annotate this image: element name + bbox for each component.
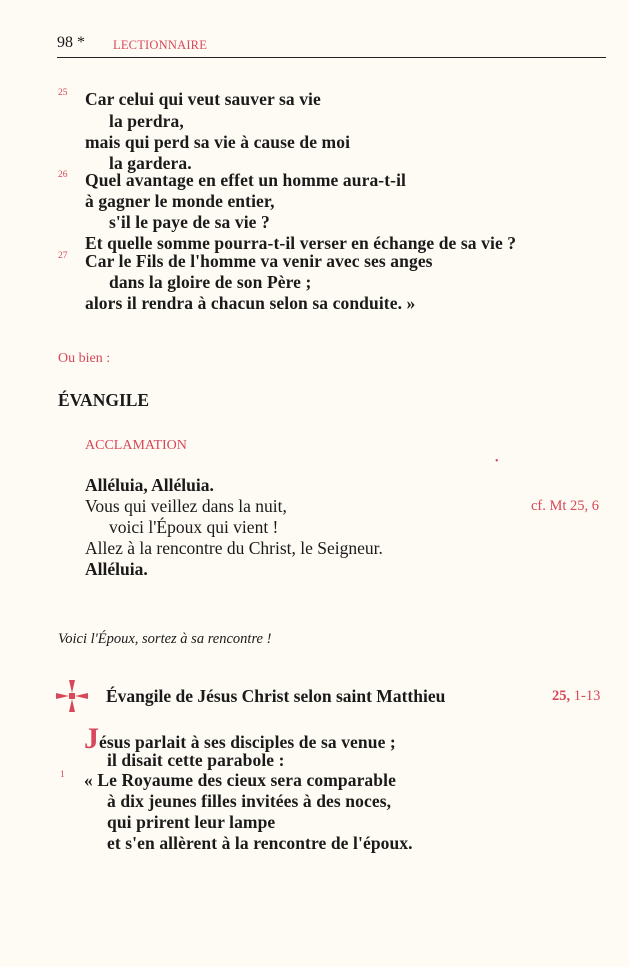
verse-line: « Le Royaume des cieux sera comparable — [84, 770, 396, 790]
verse-number: 25 — [58, 88, 68, 98]
verse-number: 26 — [58, 170, 68, 180]
page-number: 98 * — [57, 34, 85, 51]
gospel-reference-chapter: 25, — [552, 688, 571, 704]
verse-line: Car le Fils de l'homme va venir avec ses anges — [85, 251, 433, 271]
header-rule — [57, 57, 606, 58]
reading-subtitle: Voici l'Époux, sortez à sa rencontre ! — [58, 631, 272, 647]
verse-line: il disait cette parabole : — [107, 750, 285, 770]
verse-line: qui prirent leur lampe — [107, 812, 276, 832]
gospel-title: Évangile de Jésus Christ selon saint Matthieu — [106, 686, 446, 706]
verse-number: 1 — [60, 770, 65, 780]
drop-cap: J — [84, 722, 99, 755]
verse-line: s'il le paye de sa vie ? — [109, 212, 270, 232]
verse-line: à gagner le monde entier, — [85, 191, 275, 211]
acclamation-line: Allez à la rencontre du Christ, le Seigneur. — [85, 538, 383, 558]
acclamation-line: Alléluia, Alléluia. — [85, 475, 214, 495]
gospel-reference — [552, 688, 600, 705]
section-heading: ÉVANGILE — [58, 390, 150, 410]
acclamation-label: ACCLAMATION — [85, 438, 187, 453]
running-title: LECTIONNAIRE — [113, 38, 208, 52]
verse-line: la gardera. — [109, 153, 192, 173]
scripture-reference: cf. Mt 25, 6 — [531, 498, 600, 514]
verse-line: et s'en allèrent à la rencontre de l'époux. — [107, 833, 413, 853]
verse-line: Et quelle somme pourra-t-il verser en échange de sa vie ? — [85, 233, 517, 253]
acclamation-line: voici l'Époux qui vient ! — [109, 517, 279, 537]
verse-line: la perdra, — [109, 111, 184, 131]
verse-line: alors il rendra à chacun selon sa conduite. » — [85, 293, 416, 313]
gospel-reference-verses: 1-13 — [573, 688, 601, 704]
verse-line: ésus parlait à ses disciples de sa venue ; — [99, 732, 396, 752]
verse-line: Quel avantage en effet un homme aura-t-il — [85, 170, 406, 190]
verse-number: 27 — [58, 251, 68, 261]
verse-line: à dix jeunes filles invitées à des noces, — [107, 791, 392, 811]
verse-line: mais qui perd sa vie à cause de moi — [85, 132, 351, 152]
verse-line: Car celui qui veut sauver sa vie — [85, 89, 321, 109]
speck: • — [495, 456, 499, 467]
verse-line: dans la gloire de son Père ; — [109, 272, 312, 292]
acclamation-line: Alléluia. — [85, 559, 148, 579]
acclamation-line: Vous qui veillez dans la nuit, — [85, 496, 287, 516]
alternative-label: Ou bien : — [58, 351, 111, 366]
cross-icon — [56, 680, 88, 712]
